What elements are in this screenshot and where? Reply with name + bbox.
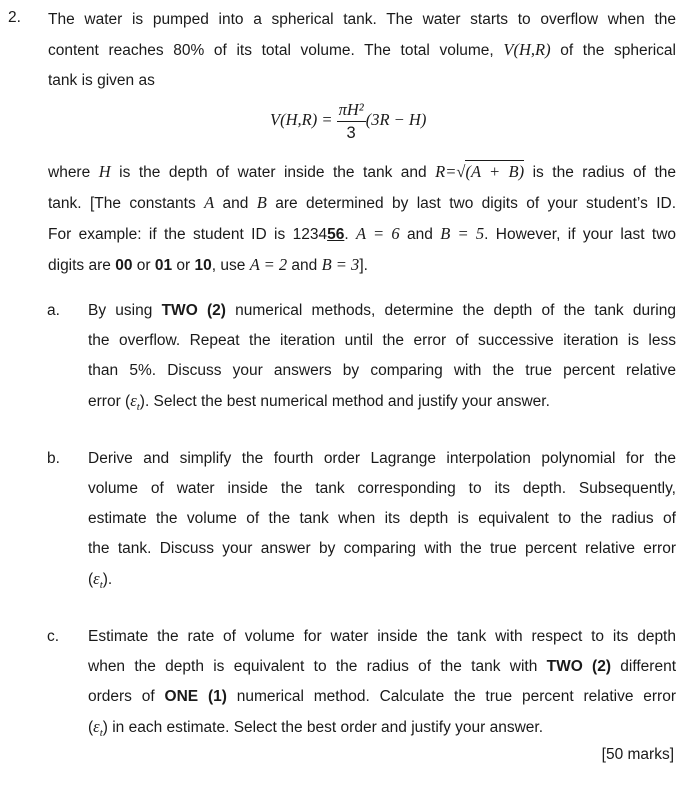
total-marks: [50 marks] — [601, 746, 674, 763]
formula-numerator: πH² — [337, 99, 366, 122]
question-where — [48, 157, 676, 281]
item-c-text: Estimate the rate of volume for water inside the tank with respect to its depth when the depth is equivalent to the radius of the tank with TWO (2) different orders of ONE (1) numerical method. Calculate the true percent relative error $(\varepsilon_t)$ in each estimate. Select the best order and justify your answer. — [88, 628, 677, 740]
where-line-4: digits are 00 or 01 or 10, use A = 2 and B = 3]. — [48, 255, 368, 274]
formula-fraction — [337, 99, 366, 144]
item-b-text: Derive and simplify the fourth order Lagrange interpolation polynomial for the volume of water inside the tank corresponding to its depth. Subsequently, estimate the volume of the tank when its depth is equivalent to the radius of the tank. Discuss your answer by comparing with the true percent relative error $(\varepsilon_t)$. — [88, 450, 676, 592]
intro-line-3: tank is given as — [48, 72, 155, 89]
question-intro — [48, 5, 676, 96]
formula-denominator: 3 — [346, 123, 356, 142]
volume-formula — [270, 96, 426, 144]
formula-rhs: (3R − H) — [365, 110, 427, 129]
item-c-label: c. — [47, 628, 60, 645]
where-line-1: where H is the depth of water inside the tank and R=√(A + B) is the radius of the — [48, 162, 676, 181]
intro-line-2: content reaches 80% of its total volume. The total volume, V(H,R) of the spherical — [48, 40, 676, 59]
where-line-3: For example: if the student ID is 123456. A = 6 and B = 5. However, if your last two — [48, 224, 677, 243]
item-a-text: By using TWO (2) numerical methods, determine the depth of the tank during the overflow. Repeat the iteration until the error of successive iteration is less than 5%. Discuss your answers by comparing with the true percent relative error $(\varepsilon_t)$. Select the best numerical method and justify your answer. — [88, 302, 676, 414]
volume-symbol: V(H,R) — [503, 40, 551, 59]
where-line-2: tank. [The constants A and B are determined by last two digits of your student’s ID. — [48, 193, 676, 212]
question-number: 2. — [8, 9, 21, 26]
intro-line-1: The water is pumped into a spherical tank. The water starts to overflow when the — [48, 11, 676, 28]
item-b-label: b. — [47, 450, 60, 467]
item-a-label: a. — [47, 302, 60, 319]
formula-lhs: V(H,R) = — [270, 110, 333, 129]
